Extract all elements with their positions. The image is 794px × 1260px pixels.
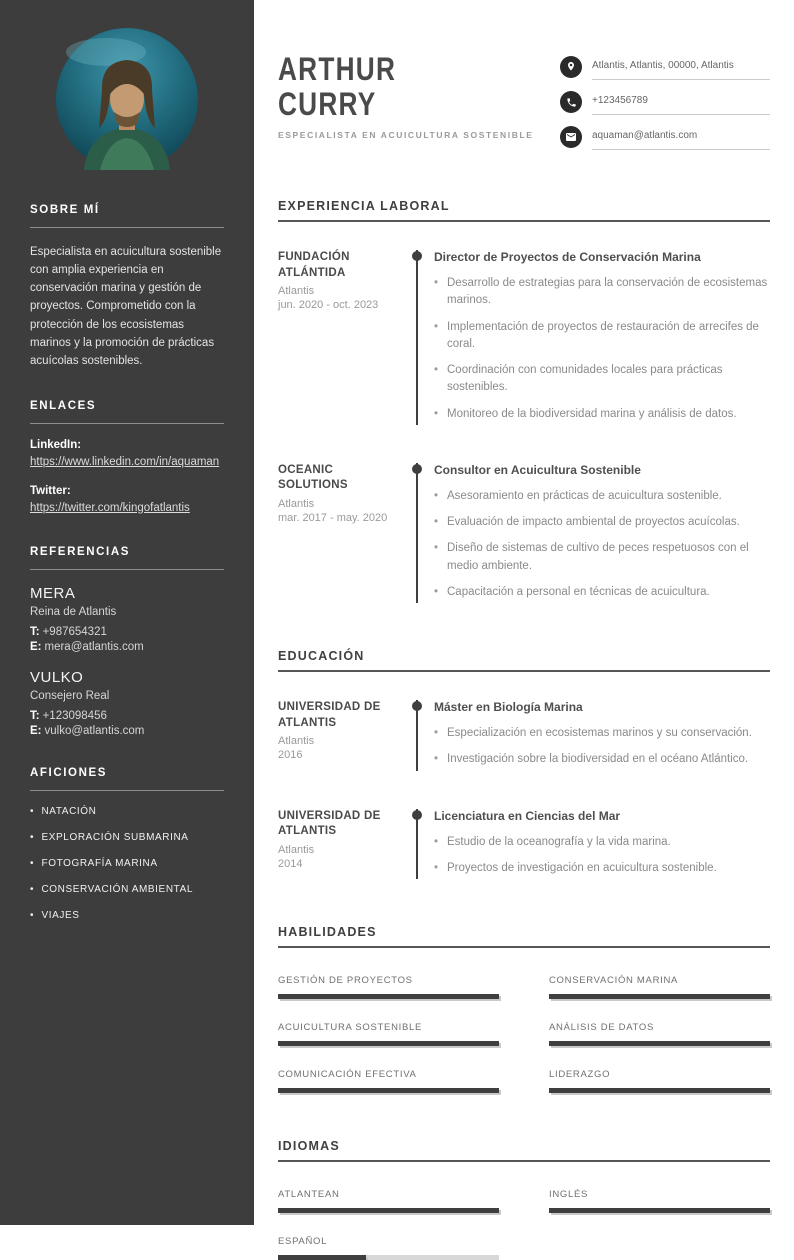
bullet-list bbox=[434, 275, 770, 423]
entry-dates: 2014 bbox=[278, 857, 303, 870]
about-heading: SOBRE MÍ bbox=[30, 204, 224, 228]
about-text: Especialista en acuicultura sostenible con amplia experiencia en conservación marina y gestión de proyectos. Comprometido con la protección de los ecosistemas marinos y la promoción de prácticas acuícolas sostenibles. bbox=[30, 246, 222, 367]
email-value: vulko@atlantis.com bbox=[44, 725, 145, 738]
timeline-dot bbox=[412, 701, 422, 711]
bullet-item: • Diseño de sistemas de cultivo de peces respetuosos con el medio ambiente. bbox=[434, 540, 770, 575]
timeline-dot bbox=[412, 810, 422, 820]
entry-dates: jun. 2020 - oct. 2023 bbox=[278, 299, 379, 312]
bullet-item: • Coordinación con comunidades locales para prácticas sostenibles. bbox=[434, 362, 770, 397]
entry-body bbox=[416, 250, 770, 425]
hobbies-list bbox=[30, 806, 224, 921]
skill-label: ANÁLISIS DE DATOS bbox=[549, 1022, 654, 1033]
experience-heading: EXPERIENCIA LABORAL bbox=[278, 199, 770, 222]
phone-label: T: bbox=[30, 710, 40, 723]
language-bar-fill bbox=[278, 1208, 499, 1213]
references-heading: REFERENCIAS bbox=[30, 546, 224, 570]
phone-icon bbox=[560, 91, 582, 113]
bullet-item: • Implementación de proyectos de restauración de arrecifes de coral. bbox=[434, 319, 770, 354]
skill-item bbox=[278, 975, 499, 999]
sidebar-section-about bbox=[30, 204, 224, 370]
bullet-item: • Desarrollo de estrategias para la conservación de ecosistemas marinos. bbox=[434, 275, 770, 310]
bullet-item: • Investigación sobre la biodiversidad en el océano Atlántico. bbox=[434, 751, 770, 768]
school-location: Atlantis bbox=[278, 735, 315, 748]
reference-role: Reina de Atlantis bbox=[30, 606, 117, 619]
section-education bbox=[278, 649, 770, 879]
skill-bar-track bbox=[549, 1088, 770, 1093]
school-name: UNIVERSIDAD DE ATLANTIS bbox=[278, 701, 381, 729]
link-label: LinkedIn: bbox=[30, 439, 82, 452]
section-experience bbox=[278, 199, 770, 603]
skill-label: ACUICULTURA SOSTENIBLE bbox=[278, 1022, 423, 1033]
language-label: INGLÉS bbox=[549, 1189, 589, 1200]
experience-list bbox=[278, 250, 770, 603]
skill-item bbox=[549, 1022, 770, 1046]
skill-bar-track bbox=[549, 1041, 770, 1046]
skill-label: CONSERVACIÓN MARINA bbox=[549, 975, 679, 986]
skill-bar-track bbox=[278, 1041, 499, 1046]
timeline-dot bbox=[412, 251, 422, 261]
skill-item bbox=[278, 1069, 499, 1093]
bullet-item: • Evaluación de impacto ambiental de proyectos acuícolas. bbox=[434, 514, 770, 531]
email-value: mera@atlantis.com bbox=[44, 641, 144, 654]
person-name bbox=[278, 52, 488, 122]
section-skills bbox=[278, 925, 770, 1093]
reference-phone bbox=[30, 710, 224, 722]
language-item bbox=[549, 1189, 770, 1213]
skill-label: LIDERAZGO bbox=[549, 1069, 611, 1080]
language-bar-fill bbox=[278, 1255, 366, 1260]
skill-item bbox=[278, 1022, 499, 1046]
link-item bbox=[30, 485, 224, 517]
phone-value: +987654321 bbox=[42, 626, 107, 639]
skill-label: COMUNICACIÓN EFECTIVA bbox=[278, 1069, 417, 1080]
entry-dates: mar. 2017 - may. 2020 bbox=[278, 511, 388, 524]
entry-meta bbox=[278, 250, 416, 425]
skills-grid bbox=[278, 975, 770, 1093]
contact-location-text: Atlantis, Atlantis, 00000, Atlantis bbox=[592, 56, 770, 80]
references-list bbox=[30, 585, 224, 737]
degree-title: Licenciatura en Ciencias del Mar bbox=[434, 808, 621, 823]
entry-body bbox=[416, 700, 770, 771]
company-location: Atlantis bbox=[278, 497, 315, 510]
skill-bar-fill bbox=[549, 994, 770, 999]
school-location: Atlantis bbox=[278, 843, 315, 856]
skill-item bbox=[549, 975, 770, 999]
hobbies-heading: AFICIONES bbox=[30, 767, 224, 791]
timeline-dot bbox=[412, 464, 422, 474]
contact-email-text: aquaman@atlantis.com bbox=[592, 126, 770, 150]
bullet-item: • Especialización en ecosistemas marinos y su conservación. bbox=[434, 725, 770, 742]
person-subtitle: ESPECIALISTA EN ACUICULTURA SOSTENIBLE bbox=[278, 130, 534, 141]
bullet-item: • Proyectos de investigación en acuicultura sostenible. bbox=[434, 860, 770, 877]
hobby-item: • VIAJES bbox=[30, 910, 224, 921]
language-bar-track bbox=[278, 1255, 499, 1260]
language-label: ATLANTEAN bbox=[278, 1189, 340, 1200]
company-name: FUNDACIÓN ATLÁNTIDA bbox=[278, 251, 350, 279]
email-icon bbox=[560, 126, 582, 148]
language-bar-track bbox=[549, 1208, 770, 1213]
contact-email-row bbox=[560, 126, 770, 150]
profile-photo bbox=[56, 28, 198, 170]
skill-bar-fill bbox=[278, 1041, 499, 1046]
name-block bbox=[278, 52, 534, 140]
education-list bbox=[278, 700, 770, 879]
skill-bar-track bbox=[278, 994, 499, 999]
email-label: E: bbox=[30, 725, 42, 738]
bullet-item: • Monitoreo de la biodiversidad marina y análisis de datos. bbox=[434, 406, 770, 423]
entry-dates: 2016 bbox=[278, 749, 303, 762]
entry-meta bbox=[278, 700, 416, 771]
links-list bbox=[30, 439, 224, 516]
experience-entry bbox=[278, 250, 770, 425]
language-item bbox=[278, 1189, 499, 1213]
phone-value: +123098456 bbox=[42, 710, 107, 723]
sidebar bbox=[0, 0, 254, 1225]
skill-item bbox=[549, 1069, 770, 1093]
resume-header bbox=[278, 52, 770, 161]
experience-entry bbox=[278, 463, 770, 603]
contact-phone-row bbox=[560, 91, 770, 115]
language-label: ESPAÑOL bbox=[278, 1236, 328, 1247]
skill-label: GESTIÓN DE PROYECTOS bbox=[278, 975, 413, 986]
avatar-illustration bbox=[56, 28, 198, 170]
section-languages bbox=[278, 1139, 770, 1260]
reference-email bbox=[30, 641, 224, 653]
languages-grid bbox=[278, 1189, 770, 1260]
entry-meta bbox=[278, 463, 416, 603]
entry-body bbox=[416, 809, 770, 880]
skill-bar-fill bbox=[549, 1088, 770, 1093]
bullet-list bbox=[434, 834, 770, 878]
contact-phone-text: +123456789 bbox=[592, 91, 770, 115]
contact-location-row bbox=[560, 56, 770, 80]
hobby-item: • EXPLORACIÓN SUBMARINA bbox=[30, 832, 224, 843]
skill-bar-track bbox=[278, 1088, 499, 1093]
main-content bbox=[254, 0, 794, 1247]
skill-bar-fill bbox=[549, 1041, 770, 1046]
reference-role: Consejero Real bbox=[30, 690, 110, 703]
links-heading: ENLACES bbox=[30, 400, 224, 424]
degree-title: Máster en Biología Marina bbox=[434, 700, 583, 714]
reference-name: VULKO bbox=[30, 669, 84, 687]
first-name: ARTHUR bbox=[278, 51, 397, 87]
link-label: Twitter: bbox=[30, 484, 71, 497]
reference-email bbox=[30, 725, 224, 737]
sidebar-section-links bbox=[30, 400, 224, 516]
reference-phone bbox=[30, 626, 224, 638]
hobby-item: • CONSERVACIÓN AMBIENTAL bbox=[30, 884, 224, 895]
bullet-item: • Capacitación a personal en técnicas de acuicultura. bbox=[434, 584, 770, 601]
language-bar-fill bbox=[549, 1208, 770, 1213]
contact-block bbox=[560, 56, 770, 161]
email-label: E: bbox=[30, 641, 42, 654]
education-heading: EDUCACIÓN bbox=[278, 649, 770, 672]
last-name: CURRY bbox=[278, 86, 377, 123]
location-icon bbox=[560, 56, 582, 78]
skill-bar-track bbox=[549, 994, 770, 999]
phone-label: T: bbox=[30, 626, 40, 639]
entry-body bbox=[416, 463, 770, 603]
language-item bbox=[278, 1236, 499, 1260]
job-title: Consultor en Acuicultura Sostenible bbox=[434, 462, 641, 477]
hobby-item: • FOTOGRAFÍA MARINA bbox=[30, 858, 224, 869]
company-name: OCEANIC SOLUTIONS bbox=[278, 463, 348, 492]
skills-heading: HABILIDADES bbox=[278, 925, 770, 948]
skill-bar-fill bbox=[278, 994, 499, 999]
sidebar-section-hobbies bbox=[30, 767, 224, 921]
languages-heading: IDIOMAS bbox=[278, 1139, 770, 1162]
bullet-item: • Estudio de la oceanografía y la vida marina. bbox=[434, 834, 770, 851]
sidebar-section-references bbox=[30, 546, 224, 737]
link-url[interactable]: https://twitter.com/kingofatlantis bbox=[30, 501, 190, 514]
link-item bbox=[30, 439, 224, 471]
language-bar-track bbox=[278, 1208, 499, 1213]
bullet-item: • Asesoramiento en prácticas de acuicultura sostenible. bbox=[434, 488, 770, 505]
link-url[interactable]: https://www.linkedin.com/in/aquaman bbox=[30, 456, 220, 469]
education-entry bbox=[278, 700, 770, 771]
reference-name: MERA bbox=[30, 585, 76, 603]
hobby-item: • NATACIÓN bbox=[30, 806, 224, 817]
reference-item bbox=[30, 669, 224, 737]
reference-item bbox=[30, 585, 224, 653]
education-entry bbox=[278, 809, 770, 880]
company-location: Atlantis bbox=[278, 285, 315, 298]
bullet-list bbox=[434, 725, 770, 769]
school-name: UNIVERSIDAD DE ATLANTIS bbox=[278, 809, 381, 838]
job-title: Director de Proyectos de Conservación Marina bbox=[434, 250, 701, 264]
skill-bar-fill bbox=[278, 1088, 499, 1093]
entry-meta bbox=[278, 809, 416, 880]
bullet-list bbox=[434, 488, 770, 601]
